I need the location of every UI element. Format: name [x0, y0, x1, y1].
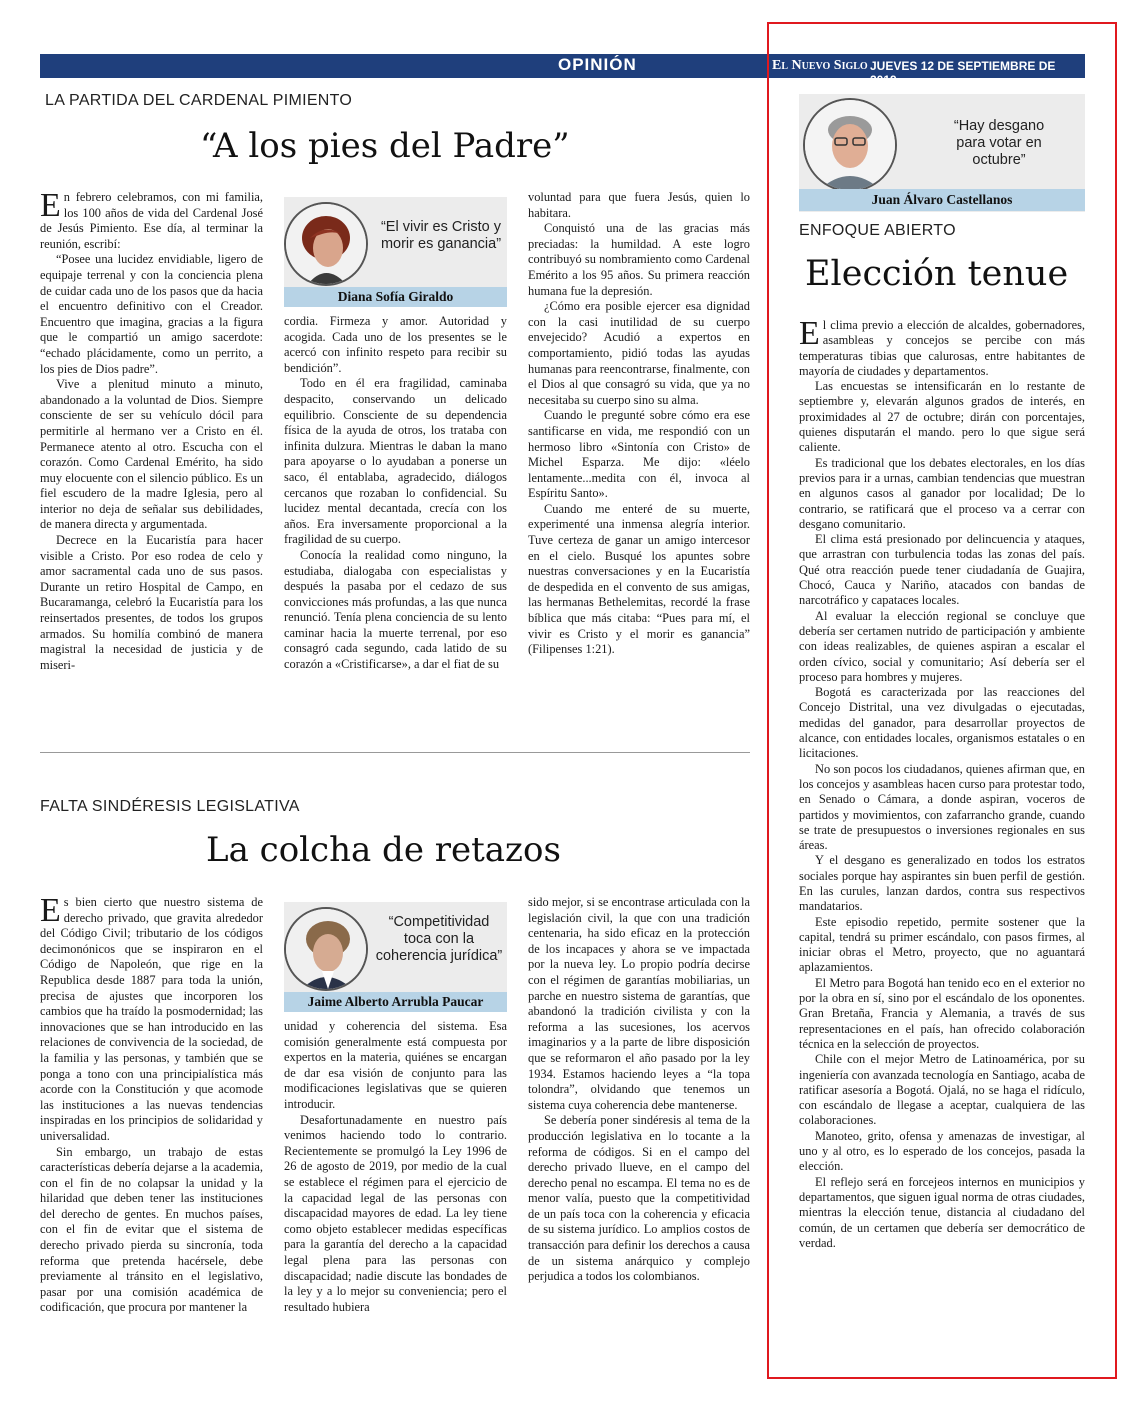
paragraph: Todo en él era fragilidad, caminaba despacito, conservando un delicado equilibrio. Consciente de su dependencia física de la ayuda de otros, los trataba con infinita dulzura. Mientras le daban la mano para apoyarse o lo ayudaban a ponerse un saco, él entablaba, agradecido, diálogos cercanos que rozaban lo confidencial. Su lucidez mental decantada, crecía con los años. Era inversamente proporcional a la fragilidad de su cuerpo. — [284, 376, 507, 547]
paragraph: Conocía la realidad como ninguno, la estudiaba, dialogaba con especialistas y después la pasaba por el cedazo de sus convicciones más profundas, a las que nunca renunció. Tenía plena conciencia de su lento caminar hacia la muerte terrenal, por eso consagró cada segundo, cada latido de su corazón a «Cristificarse», a dar el fiat de su — [284, 547, 507, 672]
article3-author-name: Juan Álvaro Castellanos — [799, 189, 1085, 211]
article2-headline: La colcha de retazos — [206, 830, 561, 870]
article1-author-box — [284, 197, 507, 307]
author-photo-illustration — [286, 909, 366, 989]
publication-date: JUEVES 12 DE SEPTIEMBRE DE 2019 — [870, 59, 1056, 87]
paragraph: sido mejor, si se encontrase articulada con la legislación civil, la que con una tradición centenaria, ha sido eficaz en la protección de los incapaces y ahora se ve impactada por la nueva ley. Lo propio podría decirse con el régimen de garantías mobiliarias, un parche en nuestro sistema de garantías, que abandonó la tradición civilista y con la reforma a las sucesiones, los acervos imaginarios y a la parte de libre disposición que se reformaron el año pasado por la ley 1934. Estamos haciendo leyes a “la topa tolondra”, olvidando que tenemos un sistema cuya coherencia debe mantenerse. — [528, 895, 750, 1112]
paper-name: El Nuevo Siglo — [772, 58, 868, 73]
article1-column-1 — [40, 187, 263, 673]
paragraph: Este episodio repetido, permite sostener que la capital, tendrá su primer escándalo, con pasos firmes, al iniciar obras el Metro, proyecto, que no aguantará aplazamientos. — [799, 914, 1085, 975]
article3-headline: Elección tenue — [805, 254, 1069, 294]
paragraph: El clima está presionado por delincuencia y ataques, que arrastran con turbulencia todas las zonas del país. Qué otra reacción puede tener ciudadanía de Guajira, Chocó, Cauca y Nariño, atacados con bandas de narcotráfico y capataces locales. — [799, 532, 1085, 608]
author-photo-illustration — [286, 204, 366, 284]
author-photo — [284, 907, 368, 991]
paragraph: Se debería poner sindéresis al tema de la producción legislativa en lo tocante a la reforma de códigos. Si en el campo del derecho privado llueve, en el campo del derecho penal no escampa. El tema no es de menor valía, puesto que la competitividad de un país toca con la coherencia y eficacia de su sistema jurídico. Lo amplios costos de transacción para definir los derechos a causa de un sistema anárquico y complejo perjudica a todos los colombianos. — [528, 1113, 750, 1284]
paragraph: Al evaluar la elección regional se concluye que debería ser certamen nutrido de participación y ambiente con ideas realizables, de quienes aspiran a escalar el orden cívico, social y comunitario; Así debería ser el proceso para hombres y mujeres. — [799, 608, 1085, 684]
page-number: 9A — [1096, 55, 1120, 75]
paragraph: cordia. Firmeza y amor. Autoridad y acogida. Cada uno de los presentes se le acercó con infinito respeto para recibir su bendición”. — [284, 314, 507, 375]
article2-pull-quote: “Competitividad toca con la coherencia jurídica” — [375, 914, 503, 964]
article1-kicker: LA PARTIDA DEL CARDENAL PIMIENTO — [45, 92, 353, 109]
paragraph: Cuando me enteré de su muerte, experimenté una inmensa alegría interior. Tuve certeza de ganar un amigo intercesor en el cielo. Busqué los apuntes sobre nuestras conversaciones y en la Eucaristía de despedida en el convento de sus amigas, las hermanas Bethelemitas, recordé la frase bíblica que más citaba: “Pues para mí, el vivir es Cristo y el morir es ganancia” (Filipenses 1:21). — [528, 501, 750, 657]
paragraph: El Metro para Bogotá han tenido eco en el exterior no por la obra en sí, sino por el escándalo de los oponentes. Gran Bretaña, Francia y Alemania, a través de sus representaciones en el país, han ofrecido colaboración técnica en la selección de proyectos. — [799, 975, 1085, 1051]
paragraph: Las encuestas se intensificarán en lo restante de septiembre y, elevarán algunos grados de interés, en proximidades al 27 de octubre; dirán con porcentajes, quienes disputarán el mando. pero lo que sigue será caliente. — [799, 379, 1085, 455]
paragraph: ¿Cómo era posible ejercer esa dignidad con la casi inutilidad de su cuerpo envejecido? Acudió a expertos en comportamiento, pidió todas las ayudas humanas para reencontrarse, finalmente, con el Dios al que consagró su vida, que ya no necesitaba su cuerpo sino su alma. — [528, 299, 750, 407]
article3-kicker: ENFOQUE ABIERTO — [799, 222, 956, 239]
paragraph: Cuando le pregunté sobre cómo era ese santificarse en vida, me respondió con un hermoso libro «Sintonía con Cristo» de Michel Esparza. Me dijo: «léelo lentamente...medita con él, invoca al Espíritu Santo». — [528, 408, 750, 501]
article2-kicker: FALTA SINDÉRESIS LEGISLATIVA — [40, 798, 300, 815]
paragraph: “Posee una lucidez envidiable, ligero de equipaje terrenal y con la conciencia plena de cuidar cada uno de los pasos que da hacia el encuentro definitivo con el Creador. Encuentro que imagina, gracias a la figura que le compartió un amigo sacerdote: “echado plácidamente, como un perrito, a los pies de Dios padre”. — [40, 252, 263, 376]
paragraph: Vive a plenitud minuto a minuto, abandonado a la voluntad de Dios. Siempre consciente de ser su vehículo dócil para permitirle al hermano ver a Cristo en él. Permanece atento al otro. Escucha con el corazón. Como Cardenal Emérito, ha sido muy elocuente con el silencio público. Es un fiel escudero de la madre Iglesia, pero al interior no deja de señalar sus debilidades, de manera directa y argumentada. — [40, 377, 263, 532]
section-name: OPINIÓN — [558, 55, 637, 74]
paragraph: En febrero celebramos, con mi familia, los 100 años de vida del Cardenal José de Jesús Pimiento. Ese día, al terminar la reunión, escribí: — [40, 187, 263, 251]
dropcap: E — [40, 892, 61, 929]
paragraph: El reflejo será en forcejeos internos en municipios y departamentos, que siguen igual norma de otras ciudades, mientras la elección tenue, distancia al ciudadano del común, de un certamen que debería ser democrático de verdad. — [799, 1174, 1085, 1250]
paragraph: Es bien cierto que nuestro sistema de derecho privado, que gravita alrededor del Código Civil; tributario de los códigos decimonónicos que se inspiraron en el Código de Napoleón, que rige en la Republica desde 1887 para toda la unión, precisa de ajustes que incorporen los cambios que ha traído la posmodernidad; las innovaciones que se han introducido en las relaciones de convivencia de la sociedad, de la familia y las personas, y también que se ponga a tono con una principialística más acorde con la Constitución y que acomode las instituciones a las nuevas tendencias inspiradas en los principios de solidaridad y universalidad. — [40, 892, 263, 1143]
article2-column-3 — [528, 895, 750, 1285]
paragraph: No son pocos los ciudadanos, quienes afirman que, en los concejos y asambleas hacen curso para protestar todo, en Senado o Cámara, a donde aspiran, voceros de partidos y movimientos, con zafarrancho grande, cuando se trate de presupuestos o inversiones regionales en sus áreas. — [799, 761, 1085, 853]
article1-pull-quote: “El vivir es Cristo y morir es ganancia” — [380, 219, 502, 252]
dropcap: E — [40, 187, 61, 224]
article1-column-3 — [528, 190, 750, 658]
author-photo — [284, 202, 368, 286]
article1-headline: “A los pies del Padre” — [200, 126, 570, 166]
paragraph: Sin embargo, un trabajo de estas características debería dejarse a la academia, con el fin de no colapsar la unidad y la hilaridad que deben tener las instituciones del derecho de gentes. En muchos países, con el fin de evitar que el sistema de derecho privado pierda su sincronía, toda reforma que pretenda hacérsele, debe previamente al tránsito en el legislativo, pasar por una comisión académica de codificación, que procura por mantener la — [40, 1144, 263, 1315]
paragraph: Es tradicional que los debates electorales, en los días previos para ir a urnas, cambian tendencias que muestran en algunos casos al ganador por localidad; De lo contrario, se ratificará que el proceso va a cerrar con desgano comunitario. — [799, 455, 1085, 531]
article2-author-name: Jaime Alberto Arrubla Paucar — [284, 992, 507, 1012]
section-divider — [40, 752, 750, 753]
paragraph: Desafortunadamente en nuestro país venimos haciendo todo lo contrario. Recientemente se promulgó la Ley 1996 de 26 de agosto de 2019, por medio de la cual se establece el régimen para el ejercicio de la capacidad legal de las personas con discapacidad mayores de edad. La ley tiene como objeto establecer medidas específicas para la garantía del derecho a la capacidad legal plena para las personas con discapacidad; nadie discute las bondades de la ley y a lo mejor su conveniencia; pero el resultado hubiera — [284, 1112, 507, 1314]
dropcap: E — [799, 315, 820, 352]
article3-pull-quote: “Hay desgano para votar en octubre” — [953, 118, 1045, 168]
paragraph: Manoteo, grito, ofensa y amenazas de investigar, al uno y al otro, es lo esperado de los concejos, pasada la elección. — [799, 1128, 1085, 1174]
highlight-frame — [767, 22, 1120, 1379]
paragraph: El clima previo a elección de alcaldes, gobernadores, asambleas y concejos se percibe con más temperaturas tibias que calurosas, entre habitantes de mayoría de ciudades y departamentos. — [799, 315, 1085, 378]
paragraph: Bogotá es caracterizada por las reacciones del Concejo Distrital, una vez divulgadas o ejecutadas, medidas del ganador, para desarrollar proyectos de alcance, con entidades locales, organismos estatales o en licitaciones. — [799, 685, 1085, 761]
paragraph: unidad y coherencia del sistema. Esa comisión generalmente está compuesta por expertos en la materia, quiénes se encargan de dar esa visión de conjunto para las modificaciones legislativas que se quieren introducir. — [284, 1019, 507, 1111]
paragraph: voluntad para que fuera Jesús, quien lo habitara. — [528, 190, 750, 220]
article1-column-2 — [284, 314, 507, 673]
paragraph: Decrece en la Eucaristía para hacer visible a Cristo. Por eso rodea de celo y amor sacramental cada uno de sus pasos. Durante un retiro Hospital de Campo, en Bucaramanga, celebró la Eucaristía para los reinsertados presentes, de todos los grupos armados. Su homilía combinó de manera magistral la necesidad de justicia y de miseri- — [40, 533, 263, 672]
article2-column-2 — [284, 1019, 507, 1315]
article1-author-name: Diana Sofía Giraldo — [284, 287, 507, 307]
paragraph: Conquistó una de las gracias más preciadas: la humildad. A este logro contribuyó su nombramiento como Cardenal Emérito a los 95 años. Su primera reacción humana fue la depresión. — [528, 221, 750, 298]
article2-column-1 — [40, 892, 263, 1316]
paragraph: Y el desgano es generalizado en todos los estratos sociales porque hay aspirantes sin buen perfil de gestión. En las curules, lanzan dardos, contra sus respectivos mandatarios. — [799, 853, 1085, 914]
paragraph: Chile con el mejor Metro de Latinoamérica, por su ingeniería con avanzada tecnología en Santiago, acaba de ratificar asesoría a Bogotá. Ojalá, no se haga el ridículo, con escándalo de llegase a aceptar, cualquiera de las colaboraciones. — [799, 1052, 1085, 1128]
article2-author-box — [284, 902, 507, 1012]
